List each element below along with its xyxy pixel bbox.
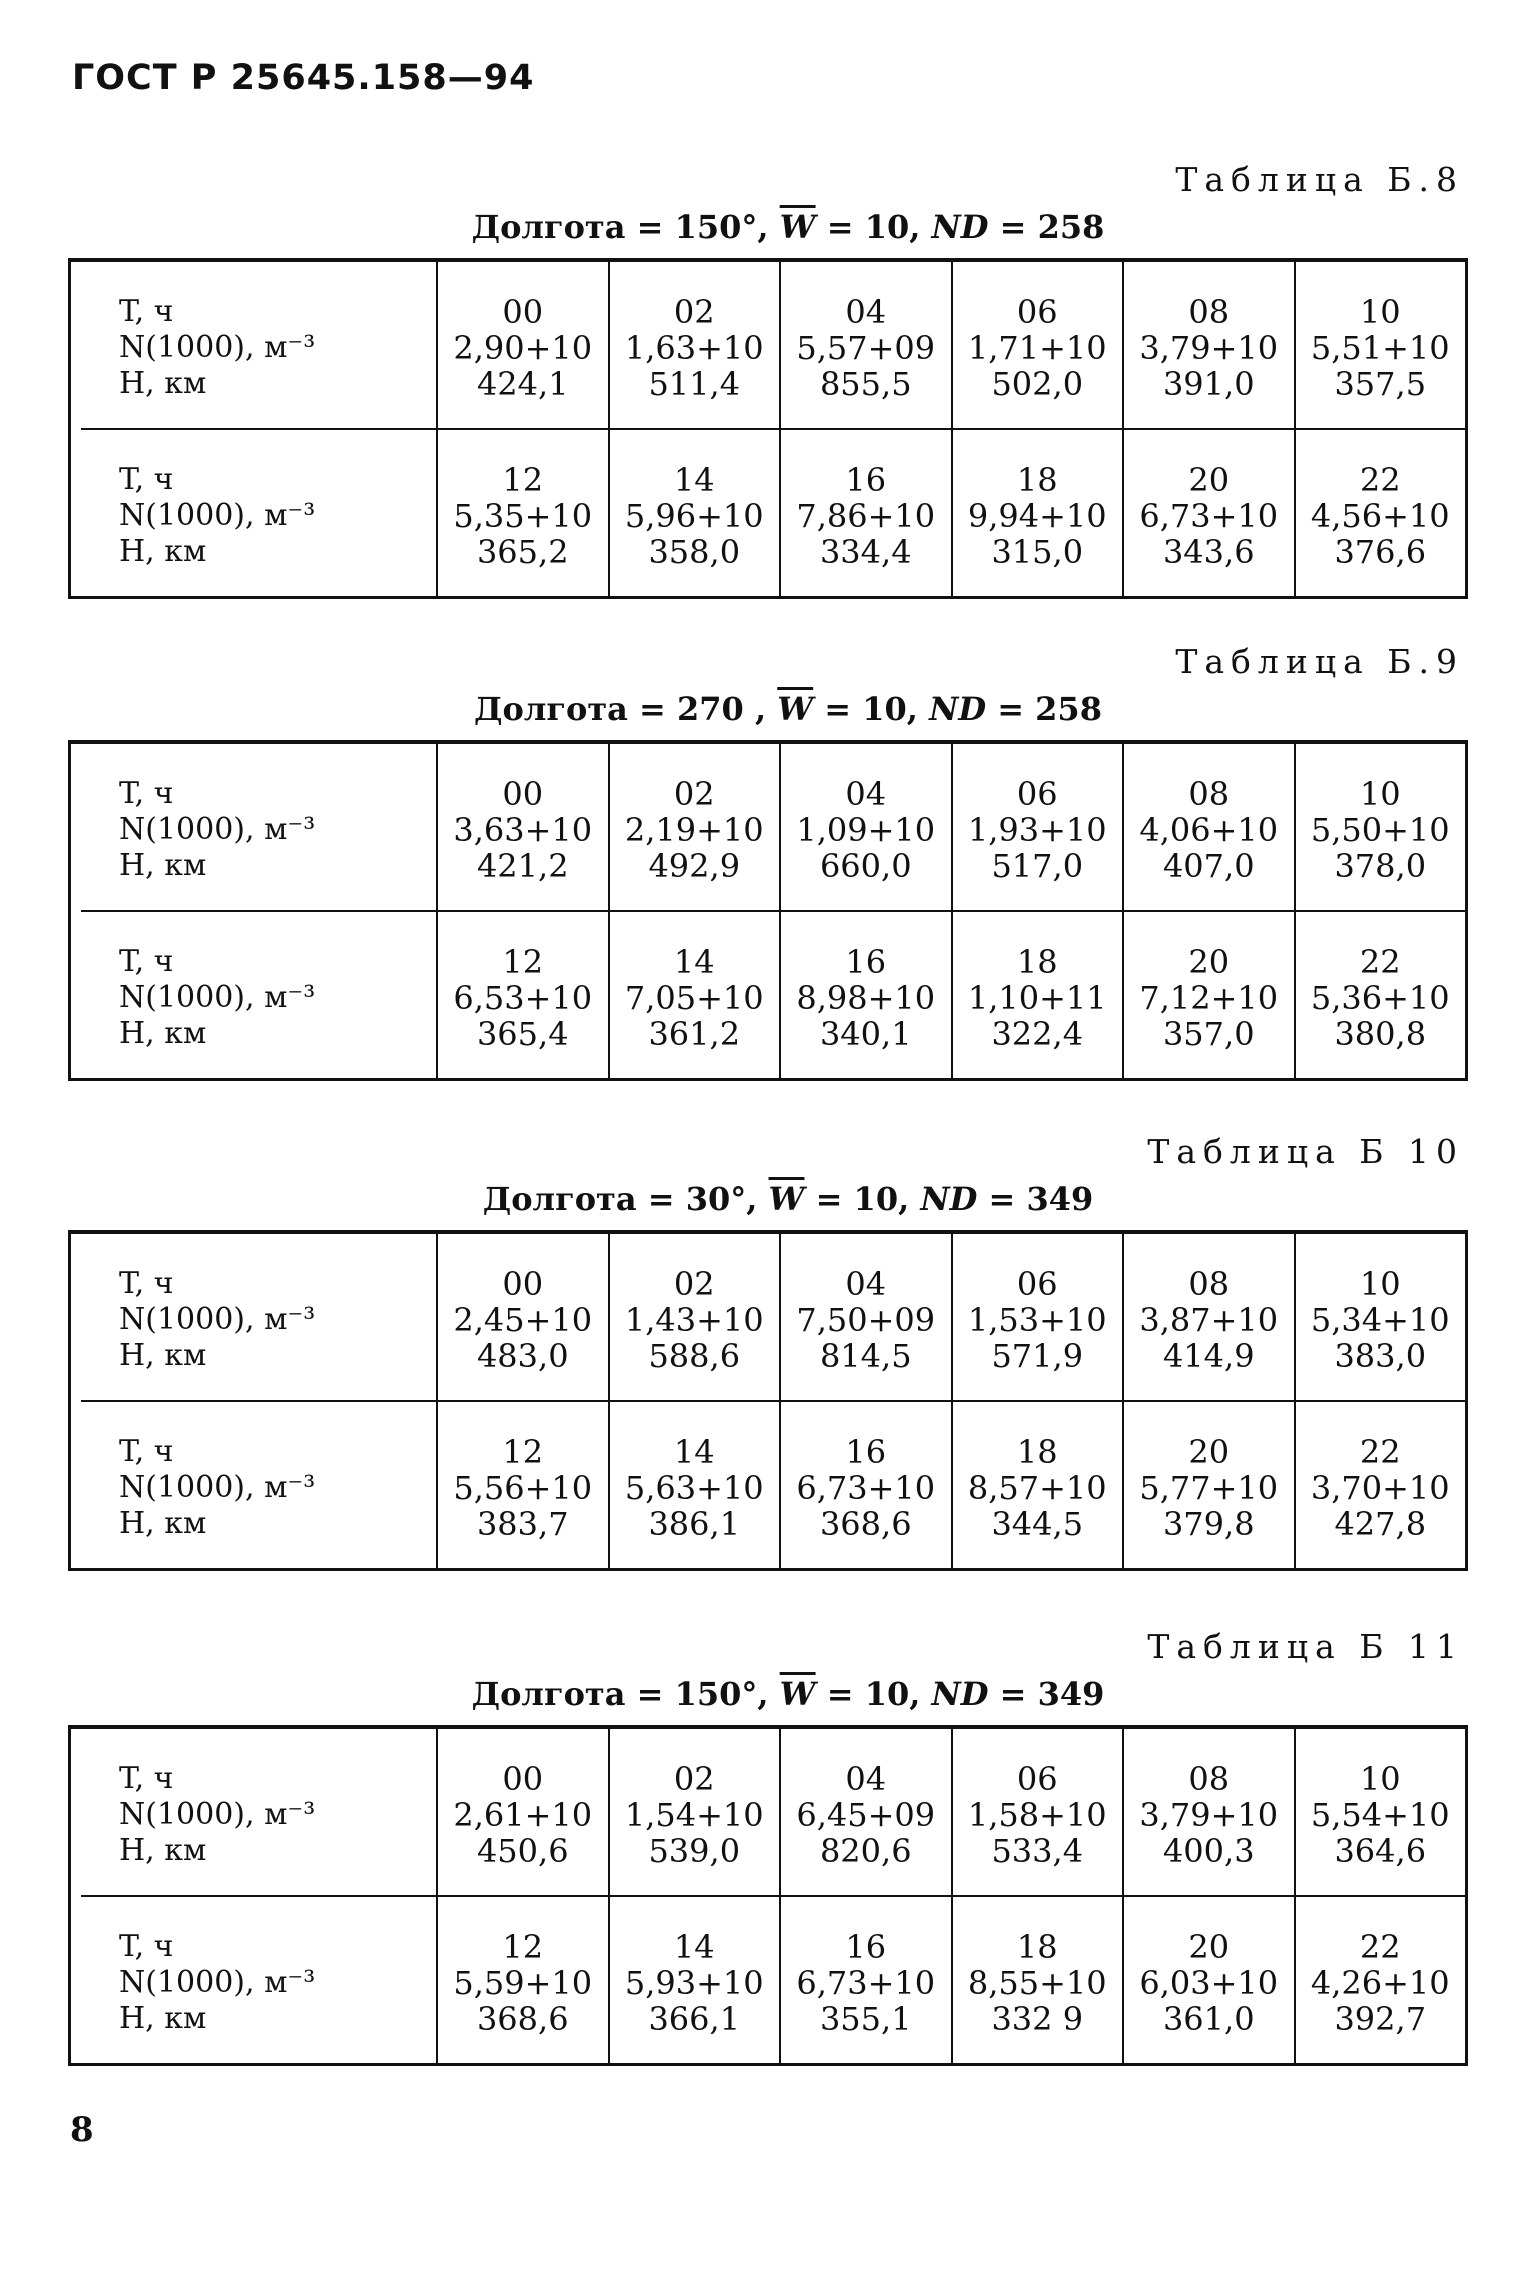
value-h: 450,6 bbox=[476, 1832, 569, 1870]
value-n: 1,10+11 bbox=[967, 979, 1107, 1017]
value-h: 340,1 bbox=[819, 1015, 912, 1053]
value-t: 02 bbox=[673, 293, 715, 331]
value-cell bbox=[1294, 262, 1466, 428]
value-n: 9,94+10 bbox=[967, 497, 1107, 535]
value-t: 22 bbox=[1359, 1433, 1401, 1471]
caption-w-symbol: $\overline{W}$ bbox=[777, 690, 814, 728]
value-cell bbox=[436, 1234, 608, 1400]
caption-nd-symbol: ND bbox=[929, 690, 987, 728]
value-h: 364,6 bbox=[1334, 1832, 1427, 1870]
value-h: 380,8 bbox=[1334, 1015, 1427, 1053]
value-n: 1,63+10 bbox=[624, 329, 764, 367]
value-t: 12 bbox=[502, 943, 544, 981]
value-h: 365,4 bbox=[476, 1015, 569, 1053]
value-cell bbox=[951, 1234, 1123, 1400]
row-label-h: H, км bbox=[119, 534, 207, 569]
row-labels bbox=[71, 430, 436, 596]
value-h: 368,6 bbox=[819, 1505, 912, 1543]
value-cell bbox=[608, 744, 780, 910]
value-h: 358,0 bbox=[648, 533, 741, 571]
value-cell bbox=[779, 1402, 951, 1568]
value-h: 424,1 bbox=[476, 365, 569, 403]
value-t: 12 bbox=[502, 1433, 544, 1471]
value-cell bbox=[1122, 262, 1294, 428]
value-h: 357,0 bbox=[1162, 1015, 1255, 1053]
caption-w-symbol: $\overline{W}$ bbox=[779, 208, 816, 246]
value-n: 8,98+10 bbox=[796, 979, 936, 1017]
value-cell bbox=[608, 262, 780, 428]
row-label-h: H, км bbox=[119, 2001, 207, 2036]
caption-w-value: = 10, bbox=[813, 690, 930, 728]
table-caption bbox=[108, 1174, 1468, 1224]
value-h: 315,0 bbox=[991, 533, 1084, 571]
value-cell bbox=[436, 262, 608, 428]
value-n: 6,53+10 bbox=[453, 979, 593, 1017]
value-t: 02 bbox=[673, 1760, 715, 1798]
value-h: 361,2 bbox=[648, 1015, 741, 1053]
value-h: 571,9 bbox=[991, 1337, 1084, 1375]
caption-prefix: Долгота = 270 , bbox=[474, 690, 778, 728]
value-n: 7,12+10 bbox=[1139, 979, 1279, 1017]
document-header: ГОСТ Р 25645.158—94 bbox=[72, 58, 535, 98]
value-cell bbox=[1122, 1729, 1294, 1895]
value-t: 20 bbox=[1188, 461, 1230, 499]
value-h: 355,1 bbox=[819, 2000, 912, 2038]
value-h: 383,0 bbox=[1334, 1337, 1427, 1375]
value-t: 06 bbox=[1016, 1265, 1058, 1303]
table-row bbox=[71, 1729, 1465, 1895]
value-cell bbox=[779, 912, 951, 1078]
value-t: 14 bbox=[673, 943, 715, 981]
value-n: 5,54+10 bbox=[1310, 1796, 1450, 1834]
value-h: 492,9 bbox=[648, 847, 741, 885]
table-row bbox=[71, 262, 1465, 428]
row-labels bbox=[71, 1897, 436, 2063]
value-h: 376,6 bbox=[1334, 533, 1427, 571]
row-label-t: T, ч bbox=[119, 294, 174, 329]
row-label-t: T, ч bbox=[119, 944, 174, 979]
value-t: 04 bbox=[845, 1760, 887, 1798]
value-t: 08 bbox=[1188, 1760, 1230, 1798]
value-t: 08 bbox=[1188, 775, 1230, 813]
value-n: 7,86+10 bbox=[796, 497, 936, 535]
value-n: 4,56+10 bbox=[1310, 497, 1450, 535]
caption-prefix: Долгота = 150°, bbox=[471, 208, 780, 246]
caption-w-value: = 10, bbox=[815, 1675, 932, 1713]
value-cell bbox=[1294, 1402, 1466, 1568]
value-t: 10 bbox=[1359, 1265, 1401, 1303]
table-row bbox=[81, 1400, 1465, 1568]
value-n: 1,71+10 bbox=[967, 329, 1107, 367]
value-n: 5,34+10 bbox=[1310, 1301, 1450, 1339]
value-t: 08 bbox=[1188, 293, 1230, 331]
value-t: 20 bbox=[1188, 1433, 1230, 1471]
value-t: 14 bbox=[673, 1433, 715, 1471]
value-n: 6,73+10 bbox=[796, 1964, 936, 2002]
value-cell bbox=[951, 262, 1123, 428]
value-n: 5,36+10 bbox=[1310, 979, 1450, 1017]
value-t: 04 bbox=[845, 1265, 887, 1303]
value-n: 8,55+10 bbox=[967, 1964, 1107, 2002]
value-n: 5,63+10 bbox=[624, 1469, 764, 1507]
value-cell bbox=[436, 912, 608, 1078]
value-cell bbox=[436, 1729, 608, 1895]
value-t: 06 bbox=[1016, 1760, 1058, 1798]
table-row bbox=[81, 910, 1465, 1078]
data-table bbox=[68, 740, 1468, 1081]
value-h: 343,6 bbox=[1162, 533, 1255, 571]
value-n: 5,51+10 bbox=[1310, 329, 1450, 367]
value-cell bbox=[608, 1234, 780, 1400]
value-n: 6,73+10 bbox=[796, 1469, 936, 1507]
value-cell bbox=[1294, 1234, 1466, 1400]
table-block bbox=[68, 1625, 1468, 2066]
value-h: 814,5 bbox=[819, 1337, 912, 1375]
value-n: 5,77+10 bbox=[1139, 1469, 1279, 1507]
value-cell bbox=[608, 912, 780, 1078]
value-h: 421,2 bbox=[476, 847, 569, 885]
value-cell bbox=[1294, 744, 1466, 910]
value-h: 334,4 bbox=[819, 533, 912, 571]
table-row bbox=[81, 1895, 1465, 2063]
value-n: 5,59+10 bbox=[453, 1964, 593, 2002]
value-t: 22 bbox=[1359, 943, 1401, 981]
value-t: 18 bbox=[1016, 1928, 1058, 1966]
value-h: 361,0 bbox=[1162, 2000, 1255, 2038]
value-h: 533,4 bbox=[991, 1832, 1084, 1870]
caption-nd-value: = 258 bbox=[986, 690, 1102, 728]
value-t: 00 bbox=[502, 293, 544, 331]
value-h: 391,0 bbox=[1162, 365, 1255, 403]
row-label-n: N(1000), м⁻³ bbox=[119, 1797, 316, 1832]
table-caption bbox=[108, 1669, 1468, 1719]
value-n: 7,50+09 bbox=[796, 1301, 936, 1339]
value-n: 8,57+10 bbox=[967, 1469, 1107, 1507]
value-n: 5,57+09 bbox=[796, 329, 936, 367]
value-cell bbox=[779, 1897, 951, 2063]
value-t: 20 bbox=[1188, 943, 1230, 981]
row-label-t: T, ч bbox=[119, 1929, 174, 1964]
row-labels bbox=[71, 262, 436, 428]
value-cell bbox=[436, 744, 608, 910]
value-n: 5,96+10 bbox=[624, 497, 764, 535]
value-cell bbox=[608, 430, 780, 596]
value-n: 3,79+10 bbox=[1139, 1796, 1279, 1834]
caption-nd-value: = 349 bbox=[977, 1180, 1094, 1218]
row-label-h: H, км bbox=[119, 1016, 207, 1051]
value-n: 5,93+10 bbox=[624, 1964, 764, 2002]
value-cell bbox=[436, 430, 608, 596]
table-caption bbox=[108, 684, 1468, 734]
value-cell bbox=[608, 1729, 780, 1895]
value-t: 10 bbox=[1359, 293, 1401, 331]
value-n: 6,73+10 bbox=[1139, 497, 1279, 535]
table-row bbox=[71, 1234, 1465, 1400]
value-cell bbox=[1122, 744, 1294, 910]
value-t: 18 bbox=[1016, 461, 1058, 499]
value-h: 322,4 bbox=[991, 1015, 1084, 1053]
value-h: 427,8 bbox=[1334, 1505, 1427, 1543]
value-cell bbox=[436, 1897, 608, 2063]
value-t: 22 bbox=[1359, 1928, 1401, 1966]
value-cell bbox=[951, 1729, 1123, 1895]
table-number: Таблица Б.8 bbox=[1175, 160, 1464, 199]
value-cell bbox=[1122, 1234, 1294, 1400]
value-t: 14 bbox=[673, 461, 715, 499]
value-n: 2,90+10 bbox=[453, 329, 593, 367]
value-cell bbox=[951, 912, 1123, 1078]
value-t: 14 bbox=[673, 1928, 715, 1966]
value-n: 4,06+10 bbox=[1139, 811, 1279, 849]
value-cell bbox=[1294, 430, 1466, 596]
value-cell bbox=[1294, 1897, 1466, 2063]
row-label-h: H, км bbox=[119, 366, 207, 401]
table-block bbox=[68, 1130, 1468, 1571]
value-h: 378,0 bbox=[1334, 847, 1427, 885]
value-cell bbox=[1122, 912, 1294, 1078]
value-t: 16 bbox=[845, 461, 887, 499]
value-h: 407,0 bbox=[1162, 847, 1255, 885]
value-h: 660,0 bbox=[819, 847, 912, 885]
value-cell bbox=[1294, 1729, 1466, 1895]
value-n: 3,87+10 bbox=[1139, 1301, 1279, 1339]
value-t: 22 bbox=[1359, 461, 1401, 499]
value-n: 5,35+10 bbox=[453, 497, 593, 535]
value-n: 1,43+10 bbox=[624, 1301, 764, 1339]
value-h: 344,5 bbox=[991, 1505, 1084, 1543]
caption-nd-symbol: ND bbox=[931, 208, 989, 246]
value-n: 1,58+10 bbox=[967, 1796, 1107, 1834]
caption-prefix: Долгота = 30°, bbox=[482, 1180, 769, 1218]
value-cell bbox=[951, 430, 1123, 596]
value-n: 1,53+10 bbox=[967, 1301, 1107, 1339]
value-h: 511,4 bbox=[648, 365, 741, 403]
data-table bbox=[68, 258, 1468, 599]
value-t: 04 bbox=[845, 775, 887, 813]
row-labels bbox=[71, 912, 436, 1078]
table-number: Таблица Б 11 bbox=[1147, 1627, 1464, 1666]
caption-w-symbol: $\overline{W}$ bbox=[779, 1675, 816, 1713]
value-h: 379,8 bbox=[1162, 1505, 1255, 1543]
value-t: 18 bbox=[1016, 943, 1058, 981]
value-n: 2,45+10 bbox=[453, 1301, 593, 1339]
table-block bbox=[68, 158, 1468, 599]
value-t: 04 bbox=[845, 293, 887, 331]
caption-w-symbol: $\overline{W}$ bbox=[768, 1180, 805, 1218]
row-label-n: N(1000), м⁻³ bbox=[119, 498, 316, 533]
data-table bbox=[68, 1230, 1468, 1571]
value-h: 366,1 bbox=[648, 2000, 741, 2038]
row-label-t: T, ч bbox=[119, 776, 174, 811]
value-h: 357,5 bbox=[1334, 365, 1427, 403]
value-n: 6,45+09 bbox=[796, 1796, 936, 1834]
value-t: 00 bbox=[502, 1265, 544, 1303]
row-labels bbox=[71, 1402, 436, 1568]
row-label-n: N(1000), м⁻³ bbox=[119, 330, 316, 365]
value-t: 10 bbox=[1359, 1760, 1401, 1798]
value-t: 06 bbox=[1016, 775, 1058, 813]
value-h: 386,1 bbox=[648, 1505, 741, 1543]
value-t: 02 bbox=[673, 775, 715, 813]
value-n: 3,70+10 bbox=[1310, 1469, 1450, 1507]
row-label-h: H, км bbox=[119, 848, 207, 883]
table-row bbox=[81, 428, 1465, 596]
row-label-t: T, ч bbox=[119, 1266, 174, 1301]
caption-nd-value: = 258 bbox=[988, 208, 1105, 246]
value-n: 6,03+10 bbox=[1139, 1964, 1279, 2002]
value-h: 368,6 bbox=[476, 2000, 569, 2038]
row-labels bbox=[71, 744, 436, 910]
value-n: 5,56+10 bbox=[453, 1469, 593, 1507]
value-t: 12 bbox=[502, 1928, 544, 1966]
row-label-n: N(1000), м⁻³ bbox=[119, 1302, 316, 1337]
value-cell bbox=[951, 1402, 1123, 1568]
value-h: 502,0 bbox=[991, 365, 1084, 403]
row-label-n: N(1000), м⁻³ bbox=[119, 812, 316, 847]
row-labels bbox=[71, 1234, 436, 1400]
value-cell bbox=[1294, 912, 1466, 1078]
value-t: 08 bbox=[1188, 1265, 1230, 1303]
row-label-t: T, ч bbox=[119, 1434, 174, 1469]
value-t: 20 bbox=[1188, 1928, 1230, 1966]
value-cell bbox=[951, 744, 1123, 910]
value-h: 855,5 bbox=[819, 365, 912, 403]
value-h: 392,7 bbox=[1334, 2000, 1427, 2038]
value-n: 7,05+10 bbox=[624, 979, 764, 1017]
value-t: 12 bbox=[502, 461, 544, 499]
caption-nd-value: = 349 bbox=[988, 1675, 1105, 1713]
value-n: 4,26+10 bbox=[1310, 1964, 1450, 2002]
value-t: 10 bbox=[1359, 775, 1401, 813]
caption-w-value: = 10, bbox=[804, 1180, 921, 1218]
row-label-h: H, км bbox=[119, 1506, 207, 1541]
value-n: 2,19+10 bbox=[624, 811, 764, 849]
value-cell bbox=[779, 262, 951, 428]
value-cell bbox=[608, 1402, 780, 1568]
value-n: 3,79+10 bbox=[1139, 329, 1279, 367]
value-cell bbox=[608, 1897, 780, 2063]
value-n: 1,93+10 bbox=[967, 811, 1107, 849]
value-n: 5,50+10 bbox=[1310, 811, 1450, 849]
value-h: 365,2 bbox=[476, 533, 569, 571]
value-t: 06 bbox=[1016, 293, 1058, 331]
row-label-h: H, км bbox=[119, 1338, 207, 1373]
value-t: 16 bbox=[845, 1928, 887, 1966]
value-cell bbox=[436, 1402, 608, 1568]
value-h: 539,0 bbox=[648, 1832, 741, 1870]
caption-prefix: Долгота = 150°, bbox=[471, 1675, 780, 1713]
value-t: 02 bbox=[673, 1265, 715, 1303]
table-number: Таблица Б 10 bbox=[1147, 1132, 1464, 1171]
value-cell bbox=[779, 744, 951, 910]
value-h: 414,9 bbox=[1162, 1337, 1255, 1375]
value-t: 00 bbox=[502, 775, 544, 813]
value-h: 383,7 bbox=[476, 1505, 569, 1543]
caption-nd-symbol: ND bbox=[920, 1180, 978, 1218]
value-t: 16 bbox=[845, 1433, 887, 1471]
row-labels bbox=[71, 1729, 436, 1895]
value-cell bbox=[1122, 1402, 1294, 1568]
value-t: 18 bbox=[1016, 1433, 1058, 1471]
row-label-n: N(1000), м⁻³ bbox=[119, 1965, 316, 2000]
value-cell bbox=[1122, 430, 1294, 596]
value-h: 820,6 bbox=[819, 1832, 912, 1870]
value-cell bbox=[779, 1234, 951, 1400]
caption-nd-symbol: ND bbox=[931, 1675, 989, 1713]
value-n: 2,61+10 bbox=[453, 1796, 593, 1834]
value-h: 483,0 bbox=[476, 1337, 569, 1375]
value-h: 400,3 bbox=[1162, 1832, 1255, 1870]
value-cell bbox=[779, 430, 951, 596]
row-label-t: T, ч bbox=[119, 462, 174, 497]
value-h: 517,0 bbox=[991, 847, 1084, 885]
row-label-n: N(1000), м⁻³ bbox=[119, 980, 316, 1015]
value-h: 588,6 bbox=[648, 1337, 741, 1375]
row-label-h: H, км bbox=[119, 1833, 207, 1868]
table-caption bbox=[108, 202, 1468, 252]
table-block bbox=[68, 640, 1468, 1081]
value-h: 332 9 bbox=[991, 2000, 1084, 2038]
data-table bbox=[68, 1725, 1468, 2066]
row-label-n: N(1000), м⁻³ bbox=[119, 1470, 316, 1505]
value-n: 1,54+10 bbox=[624, 1796, 764, 1834]
value-cell bbox=[779, 1729, 951, 1895]
value-t: 16 bbox=[845, 943, 887, 981]
table-row bbox=[71, 744, 1465, 910]
value-cell bbox=[1122, 1897, 1294, 2063]
caption-w-value: = 10, bbox=[815, 208, 932, 246]
value-t: 00 bbox=[502, 1760, 544, 1798]
page-number: 8 bbox=[70, 2110, 94, 2150]
value-cell bbox=[951, 1897, 1123, 2063]
table-number: Таблица Б.9 bbox=[1175, 642, 1464, 681]
value-n: 1,09+10 bbox=[796, 811, 936, 849]
value-n: 3,63+10 bbox=[453, 811, 593, 849]
row-label-t: T, ч bbox=[119, 1761, 174, 1796]
